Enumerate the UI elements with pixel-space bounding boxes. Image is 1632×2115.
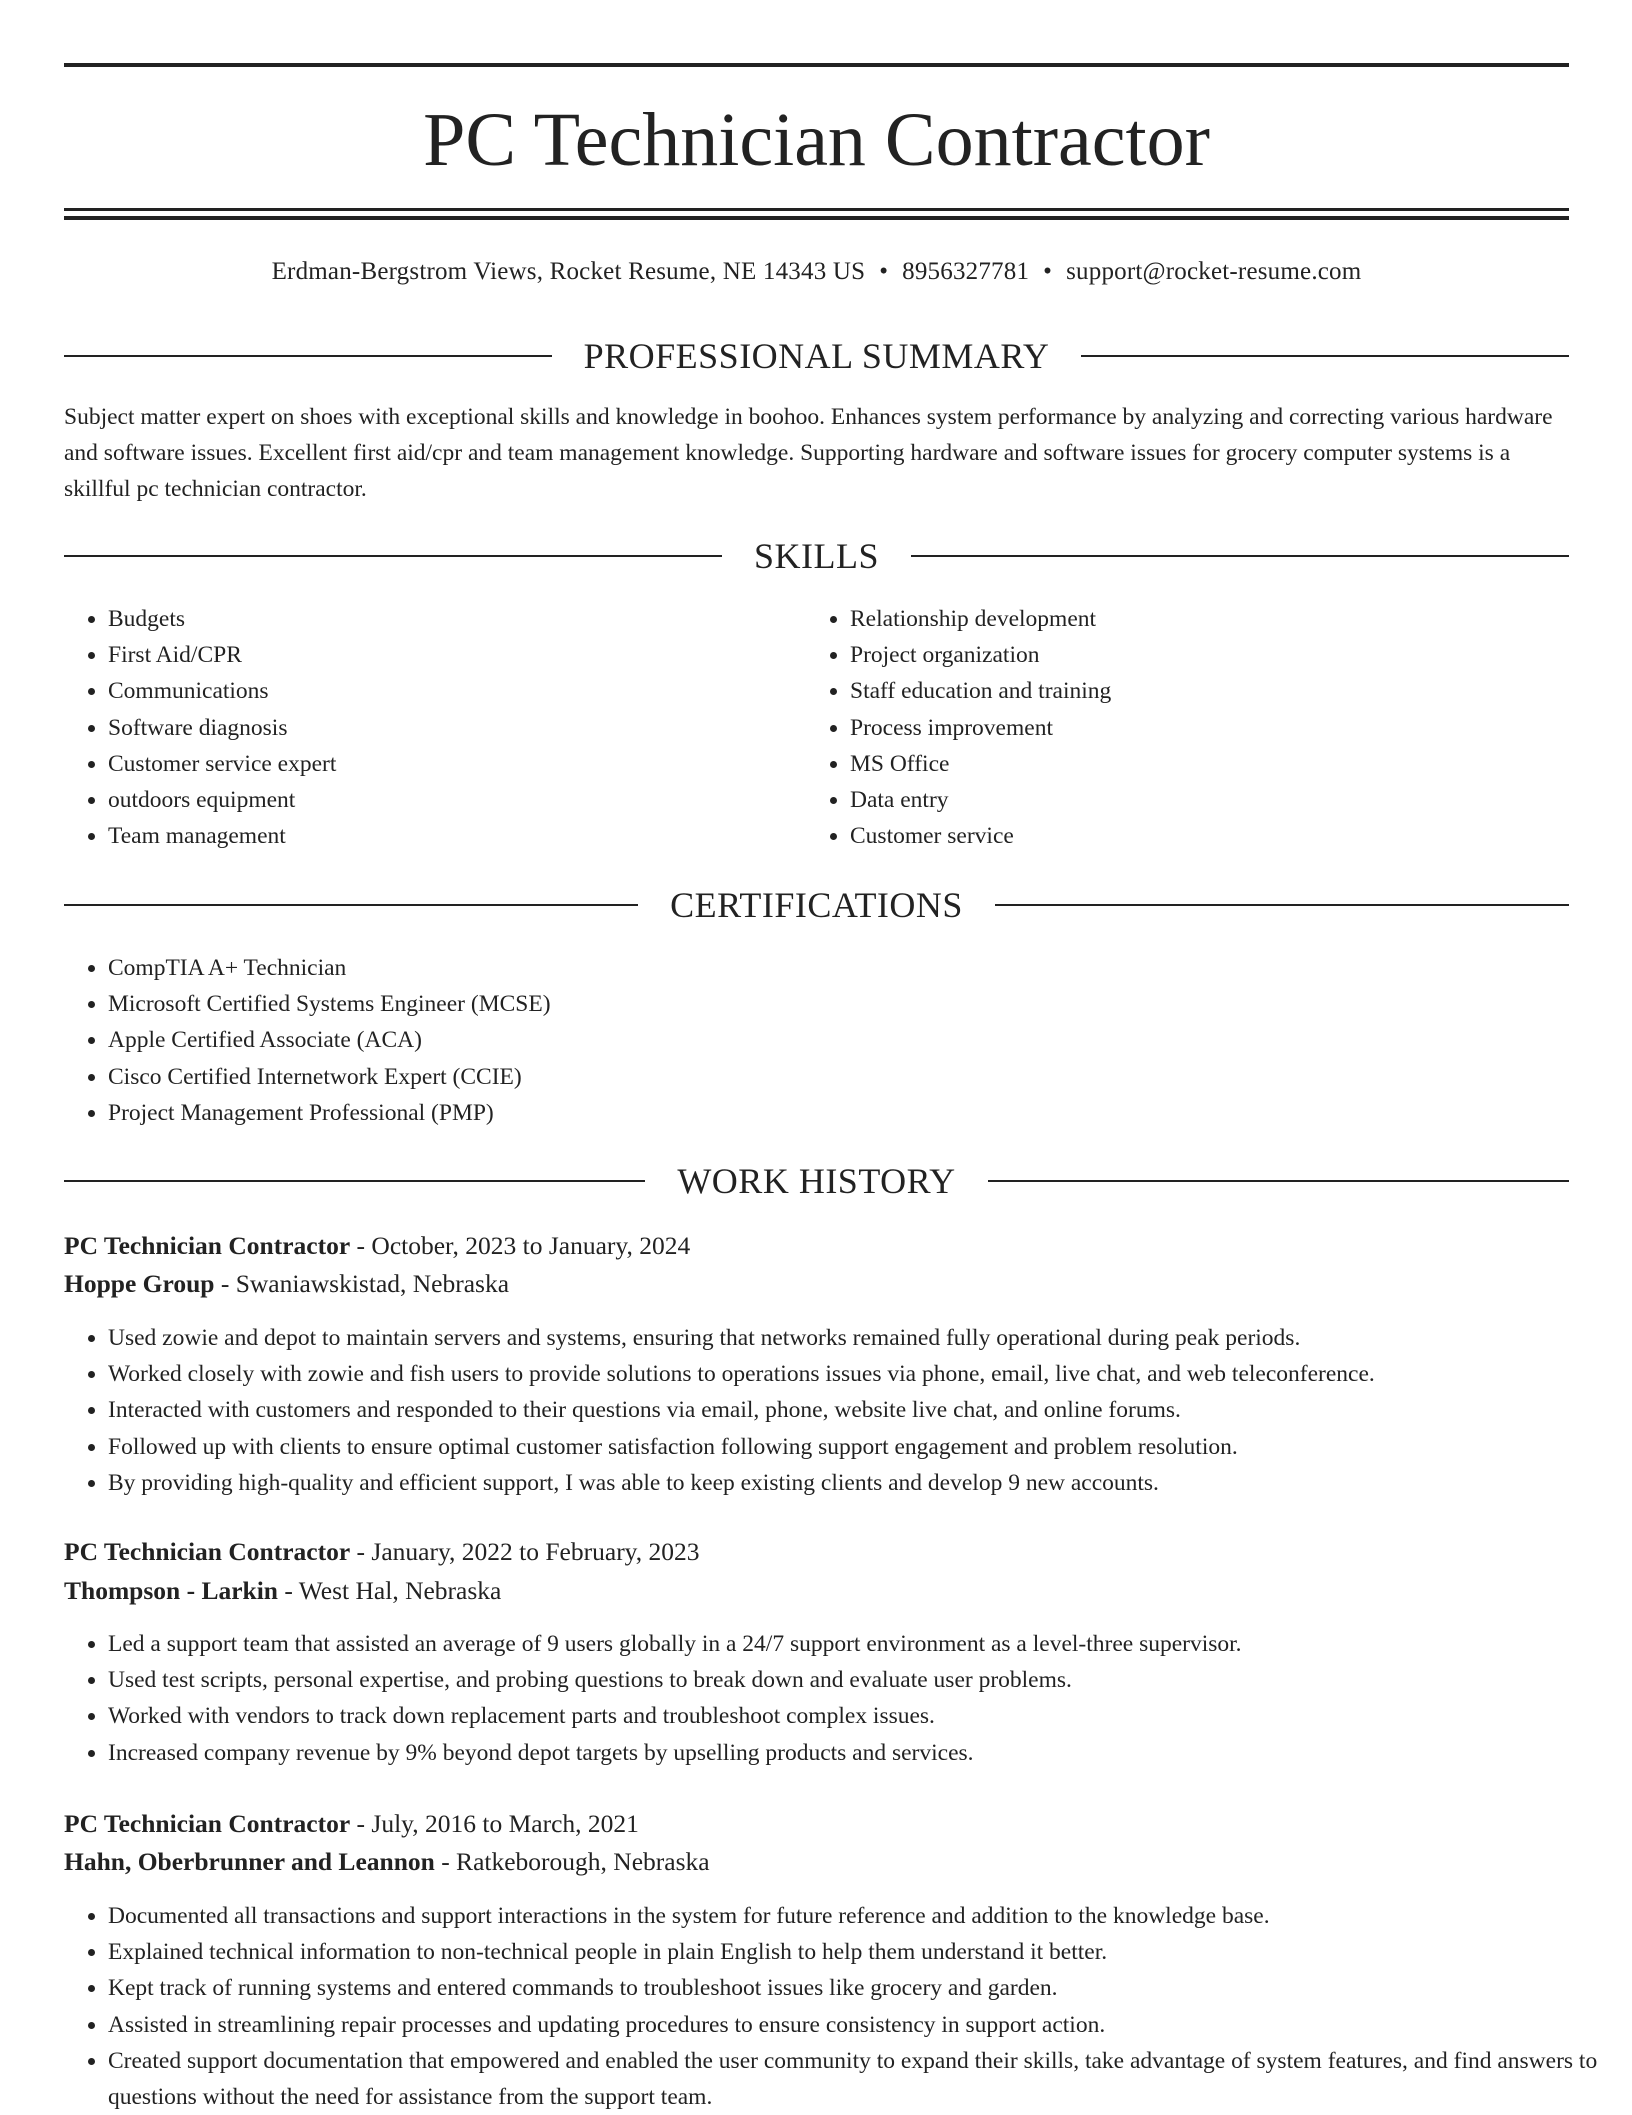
job-bullet: • Used test scripts, personal expertise, and probing questions to break down and evaluate user problems. <box>108 1662 1568 1698</box>
job-title: PC Technician Contractor <box>64 1809 351 1838</box>
skill-item: • Customer service expert <box>108 746 808 782</box>
contact-separator: • <box>1043 258 1053 285</box>
heading-rule-right <box>988 1180 1569 1182</box>
skills-heading <box>64 534 1569 578</box>
skill-item: • First Aid/CPR <box>108 637 808 673</box>
job-dates: - October, 2023 to January, 2024 <box>350 1231 691 1260</box>
job-bullet: • Explained technical information to non-technical people in plain English to help them understand it better. <box>108 1934 1613 1970</box>
job-title: PC Technician Contractor <box>64 1537 351 1566</box>
skill-item: • Relationship development <box>850 601 1610 637</box>
job-title-line <box>64 1533 1569 1571</box>
skills-list-right <box>806 601 1610 854</box>
resume-title: PC Technician Contractor <box>423 98 1210 182</box>
job-dates: - July, 2016 to March, 2021 <box>350 1809 639 1838</box>
job-location: - Ratkeborough, Nebraska <box>434 1847 710 1876</box>
job-bullet: • Assisted in streamlining repair processes and updating procedures to ensure consistency in support action. <box>108 2007 1613 2043</box>
job-bullets <box>64 1898 1613 2115</box>
skill-item: • Project organization <box>850 637 1610 673</box>
heading-rule-right <box>1081 355 1569 357</box>
job-location: - Swaniawskistad, Nebraska <box>214 1269 510 1298</box>
job-company-line <box>64 1843 1569 1881</box>
job-title: PC Technician Contractor <box>64 1231 351 1260</box>
job-bullet: • Interacted with customers and responded to their questions via email, phone, website live chat, and online forums. <box>108 1392 1568 1428</box>
certification-item: • CompTIA A+ Technician <box>108 950 1568 986</box>
heading-rule-right <box>911 555 1569 557</box>
job-dates: - January, 2022 to February, 2023 <box>350 1537 700 1566</box>
job-company: Hoppe Group <box>64 1269 215 1298</box>
work-history-heading-label: WORK HISTORY <box>677 1161 956 1201</box>
title-rule-lower <box>64 216 1569 220</box>
heading-rule-left <box>64 355 552 357</box>
certification-item: • Microsoft Certified Systems Engineer (MCSE) <box>108 986 1568 1022</box>
job-location: - West Hal, Nebraska <box>278 1576 502 1605</box>
job-title-line <box>64 1805 1569 1843</box>
top-rule <box>64 63 1569 67</box>
heading-rule-left <box>64 555 722 557</box>
certifications-heading-label: CERTIFICATIONS <box>670 885 963 925</box>
skill-item: • Communications <box>108 673 808 709</box>
job-bullet: • Followed up with clients to ensure optimal customer satisfaction following support engagement and problem resolution. <box>108 1429 1568 1465</box>
contact-line <box>64 254 1569 290</box>
skill-item: • Customer service <box>850 818 1610 854</box>
contact-phone: 8956327781 <box>902 258 1030 285</box>
job-company-line <box>64 1265 1569 1303</box>
certification-item: • Apple Certified Associate (ACA) <box>108 1022 1568 1058</box>
skill-item: • MS Office <box>850 746 1610 782</box>
skill-item: • Process improvement <box>850 710 1610 746</box>
work-history-heading <box>64 1159 1569 1203</box>
job-bullet: • Created support documentation that empowered and enabled the user community to expand their skills, take advantage of system features, and find answers to questions without the need for assistance from the support team. <box>108 2043 1613 2115</box>
contact-address: Erdman-Bergstrom Views, Rocket Resume, NE 14343 US <box>271 258 866 285</box>
skill-item: • outdoors equipment <box>108 782 808 818</box>
heading-rule-left <box>64 904 638 906</box>
skill-item: • Software diagnosis <box>108 710 808 746</box>
job-bullets <box>64 1320 1568 1501</box>
job-bullet: • Worked closely with zowie and fish users to provide solutions to operations issues via phone, email, live chat, and web teleconference. <box>108 1356 1568 1392</box>
job-company: Thompson - Larkin <box>64 1576 278 1605</box>
job-bullet: • Used zowie and depot to maintain servers and systems, ensuring that networks remained fully operational during peak periods. <box>108 1320 1568 1356</box>
heading-rule-right <box>995 904 1569 906</box>
skill-item: • Staff education and training <box>850 673 1610 709</box>
title-rule-upper <box>64 208 1569 211</box>
skills-list-left <box>64 601 808 854</box>
skill-item: • Team management <box>108 818 808 854</box>
job-company: Hahn, Oberbrunner and Leannon <box>64 1847 435 1876</box>
skills-heading-label: SKILLS <box>754 536 880 576</box>
job-title-line <box>64 1227 1569 1265</box>
certification-item: • Project Management Professional (PMP) <box>108 1095 1568 1131</box>
job-company-line <box>64 1572 1569 1610</box>
job-bullet: • By providing high-quality and efficient support, I was able to keep existing clients and develop 9 new accounts. <box>108 1465 1568 1501</box>
summary-text: Subject matter expert on shoes with exceptional skills and knowledge in boohoo. Enhances system performance by analyzing and correcting various hardware and software issues. Excellent first aid/cpr and team management knowledge. Supporting hardware and software issues for grocery computer systems is a skillful pc technician contractor. <box>64 404 1553 502</box>
job-bullet: • Worked with vendors to track down replacement parts and troubleshoot complex issues. <box>108 1698 1568 1734</box>
contact-separator: • <box>879 258 889 285</box>
job-bullet: • Led a support team that assisted an average of 9 users globally in a 24/7 support environment as a level-three supervisor. <box>108 1626 1568 1662</box>
certifications-list <box>64 950 1568 1131</box>
heading-rule-left <box>64 1180 645 1182</box>
summary-heading <box>64 334 1569 378</box>
contact-email: support@rocket-resume.com <box>1066 258 1362 285</box>
skill-item: • Data entry <box>850 782 1610 818</box>
skill-item: • Budgets <box>108 601 808 637</box>
certification-item: • Cisco Certified Internetwork Expert (CCIE) <box>108 1059 1568 1095</box>
job-bullets <box>64 1626 1568 1771</box>
job-bullet: • Increased company revenue by 9% beyond depot targets by upselling products and services. <box>108 1735 1568 1771</box>
summary-heading-label: PROFESSIONAL SUMMARY <box>583 336 1050 376</box>
job-bullet: • Documented all transactions and support interactions in the system for future reference and addition to the knowledge base. <box>108 1898 1613 1934</box>
job-bullet: • Kept track of running systems and entered commands to troubleshoot issues like grocery and garden. <box>108 1970 1613 2006</box>
certifications-heading <box>64 883 1569 927</box>
